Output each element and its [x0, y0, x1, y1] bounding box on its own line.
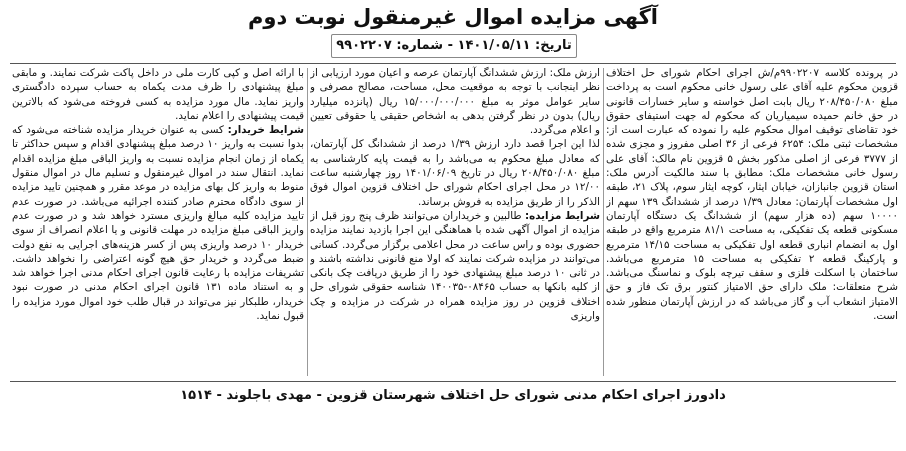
- column-divider-left: [307, 68, 308, 376]
- left-para-2: کسی به عنوان خریدار مزایده شناخته می‌شود که بدوا نسبت به واریز ۱۰ درصد مبلغ پیشنهادی اقدام و سپس حداکثر تا یکماه از زمان انجام مزایده نسبت به واریز الباقی مبلغ مزایده اقدام نماید. انتقال سند در اموال غیرمنقول و تسلیم مال در اموال منقول منوط به واریز کل بهای مزایده در موعد مقرر و همچنین تایید مزایده از سوی دادگاه محترم صادر کننده اجرائیه می‌باشد. در صورت عدم تایید مزایده کلیه مبالغ واریزی مسترد خواهد شد و در صورت عدم واریز الباقی مبلغ مزایده در مهلت قانونی و یا اعلام انصراف از سوی خریدار ۱۰ درصد واریزی پس از کسر هزینه‌های اجرایی به نفع دولت ضبط می‌گردد و خریدار حق هیچ گونه اعتراضی را نخواهد داشت. تشریفات مزایده با رعایت قانون اجرای احکام مدنی اجرا خواهد شد و به استناد ماده ۱۳۱ قانون اجرای احکام مدنی در صورت نبود خریدار، طلبکار نیز می‌تواند در قبال طلب خود اموال مورد مزایده را قبول نماید.: [12, 124, 304, 323]
- column-left: [12, 66, 304, 380]
- notice-footer: دادورز اجرای احکام مدنی شورای حل اختلاف شهرستان قزوین - مهدی باجلوند - ۱۵۱۴: [180, 388, 726, 403]
- middle-conditions: [310, 209, 600, 323]
- middle-para-3: طالبین و خریداران می‌توانند ظرف پنج روز قبل از مزایده از اموال آگهی شده با هماهنگی این اجرا بازدید نمایند مزایده حضوری بوده و راس ساعت در محل اعلامی برگزار می‌گردد. کسانی می‌توانند در مزایده شرکت نمایند که اولا منع قانونی نداشته باشند و در ثانی ۱۰ درصد مبلغ پیشنهادی خود را از طریق دریافت چک بانکی از کلیه بانکها به حساب ۰۸۴۶۵-۱۴۰۰۳۵ شناسه حقوقی شورای حل اختلاف قزوین در روز مزایده همراه در شرکت در مزایده و چک واریزی: [310, 209, 600, 323]
- notice-title: آگهی مزایده اموال غیرمنقول نوبت دوم: [248, 5, 658, 29]
- right-column-text: در پرونده کلاسه ۹۹۰۲۲۰۷م/ش اجرای احکام شورای حل اختلاف قزوین محکوم علیه آقای علی رسول خانی محکوم است به پرداخت مبلغ ۲۰۸/۴۵۰/۰۸۰ ریال بابت اصل خواسته و سایر خسارات قانونی در حق خانم حمیده سیمیاریان که محکوم له جهت استیفای حقوق خود تقاضای توقیف اموال محکوم علیه را نموده که عبارت است از: مشخصات ثبتی ملک: ۶۲۵۴ فرعی از ۳۶ اصلی مفروز و مجزی شده از ۳۷۷۷ فرعی از اصلی مذکور بخش ۵ قزوین نام مالک: آقای علی رسول خانی مشخصات ملک: مطابق با سند مالکیت آدرس ملک: استان قزوین جانبازان، خیابان ایثار، کوچه ایثار سوم، پلاک ۲۱، طبقه اول مشخصات آپارتمان: معادل ۱/۳۹ درصد از ششدانگ ۱۳۹ سهم از ۱۰۰۰۰ سهم (ده هزار سهم) از ششدانگ یک دستگاه آپارتمان مسکونی قطعه یک تفکیکی، به مساحت ۸۱/۱ مترمربع واقع در طبقه اول به انضمام انباری قطعه اول تفکیکی به مساحت ۱۴/۱۵ مترمربع و پارکینگ قطعه ۲ تفکیکی به مساحت ۱۵ مترمربع می‌باشد. ساختمان با اسکلت فلزی و سقف تیرچه بلوک و نماسنگ می‌باشد. شرح متعلقات: ملک دارای حق الامتیاز کنتور برق تک فاز و حق الامتیاز انشعاب آب و گاز می‌باشد که در ارزش آپارتمان منظور شده است.: [606, 67, 898, 323]
- date-number-line: تاریخ: ۱۴۰۱/۰۵/۱۱ - شماره: ۹۹۰۲۲۰۷: [331, 34, 577, 58]
- column-middle: [310, 66, 600, 380]
- bottom-divider: [10, 381, 896, 382]
- middle-para-2: لذا این اجرا قصد دارد ارزش ۱/۳۹ درصد از ششدانگ کل آپارتمان، که معادل مبلغ محکوم به می‌باشد را به قیمت پایه کارشناسی به مبلغ ۲۰۸/۴۵۰/۰۸۰ ریال در تاریخ ۱۴۰۱/۰۶/۰۹ روز چهارشنبه ساعت ۱۲/۰۰ در محل اجرای احکام شورای حل اختلاف قزوین اموال فوق الذکر را از طریق مزایده به فروش برساند.: [310, 138, 600, 208]
- buyer-conditions-heading: شرایط خریدار:: [227, 124, 304, 137]
- auction-conditions-heading: شرایط مزایده:: [525, 209, 600, 222]
- top-divider: [10, 63, 896, 64]
- column-divider-right: [603, 68, 604, 376]
- column-right: [606, 66, 898, 380]
- left-buyer-conditions: [12, 123, 304, 323]
- middle-para-1: ارزش ملک: ارزش ششدانگ آپارتمان عرصه و اعیان مورد ارزیابی از نظر اینجانب با توجه به موقعیت محل، مساحت، مصالح مصرفی و سایر عوامل موثر به مبلغ ۱۵/۰۰۰/۰۰۰/۰۰۰ ریال (پانزده میلیارد ریال) بدون در نظر گرفتن بدهی به اشخاص حقیقی یا حقوقی تعیین و اعلام می‌گردد.: [310, 67, 600, 137]
- left-para-1: با ارائه اصل و کپی کارت ملی در داخل پاکت شرکت نمایند. و مابقی مبلغ پیشنهادی را ظرف مدت یکماه به حساب سپرده دادگستری واریز نماید. مال مورد مزایده به کسی فروخته می‌شود که بالاترین قیمت پیشنهادی را اعلام نماید.: [12, 67, 304, 122]
